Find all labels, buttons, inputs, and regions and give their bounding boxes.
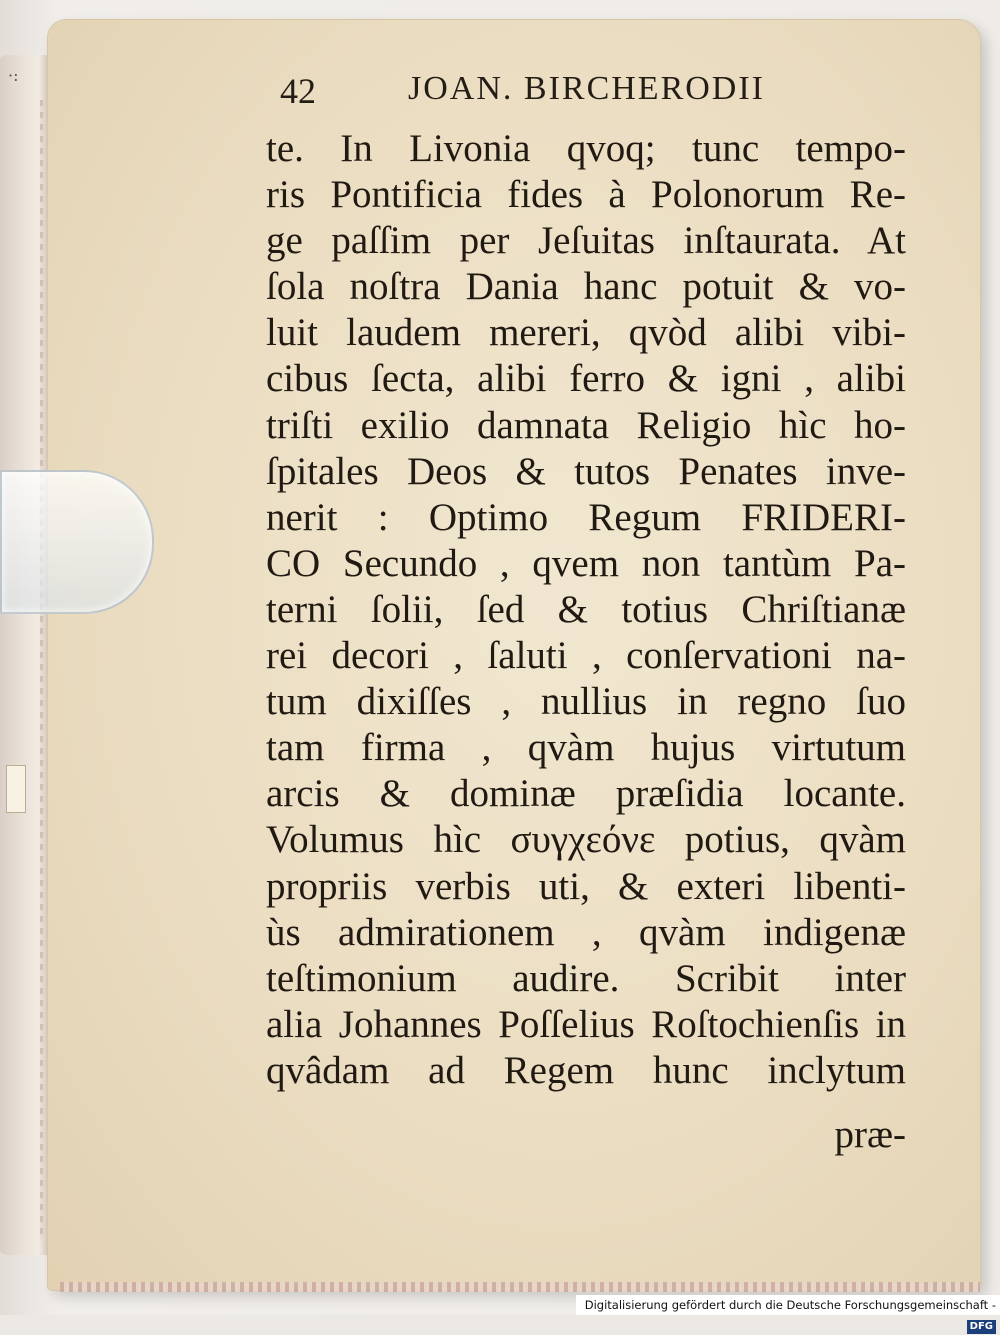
text-line: tam firma , qvàm hujus virtutum <box>266 726 906 770</box>
text-line: tum dixiſſes , nullius in regno ſuo <box>266 680 906 724</box>
text-line: alia Johannes Poſſelius Roſtochienſis in <box>266 1002 906 1046</box>
text-line: Volumus hìc συγχεόνε potius, qvàm <box>266 818 906 862</box>
running-head: JOAN. BIRCHERODII <box>408 70 765 107</box>
text-line: propriis verbis uti, & exteri libenti- <box>266 864 906 908</box>
text-line: triſti exilio damnata Religio hìc ho- <box>266 403 906 447</box>
text-line: nerit : Optimo Regum FRIDERI- <box>266 495 906 539</box>
footer-text: Digitalisierung gefördert durch die Deutsche Forschungsgemeinschaft - <box>584 1298 996 1312</box>
text-line: qvâdam ad Regem hunc inclytum <box>266 1048 906 1092</box>
text-line: ge paſſim per Jeſuitas inſtaurata. At <box>266 219 906 263</box>
text-line: cibus ſecta, alibi ferro & igni , alibi <box>266 357 906 401</box>
text-line: CO Secundo , qvem non tantùm Pa- <box>266 541 906 585</box>
body-text <box>266 126 906 1094</box>
page-bottom-edges <box>60 1282 980 1292</box>
text-line: luit laudem mereri, qvòd alibi vibi- <box>266 311 906 355</box>
corner-mark: ·: <box>8 66 19 85</box>
text-line: teſtimonium audire. Scribit inter <box>266 956 906 1000</box>
text-line: rei decori , ſaluti , conſervationi na- <box>266 634 906 678</box>
text-line: arcis & dominæ præſidia locante. <box>266 772 906 816</box>
text-line: ris Pontificia fides à Polonorum Re- <box>266 173 906 217</box>
paper-tab <box>6 765 26 813</box>
catchword: præ- <box>834 1113 906 1156</box>
digitization-footer <box>576 1295 1000 1332</box>
dfg-logo-icon: DFG <box>967 1320 996 1334</box>
text-line: ùs admirationem , qvàm indigenæ <box>266 910 906 954</box>
page-edges <box>40 100 43 1240</box>
bookmark-clip <box>0 470 154 614</box>
page-header <box>0 70 1000 122</box>
text-line: terni ſolii, ſed & totius Chriſtianæ <box>266 587 906 631</box>
text-line: ſpitales Deos & tutos Penates inve- <box>266 449 906 493</box>
page-number: 42 <box>280 71 316 111</box>
text-line: te. In Livonia qvoq; tunc tempo- <box>266 127 906 170</box>
text-line: ſola noſtra Dania hanc potuit & vo- <box>266 265 906 309</box>
